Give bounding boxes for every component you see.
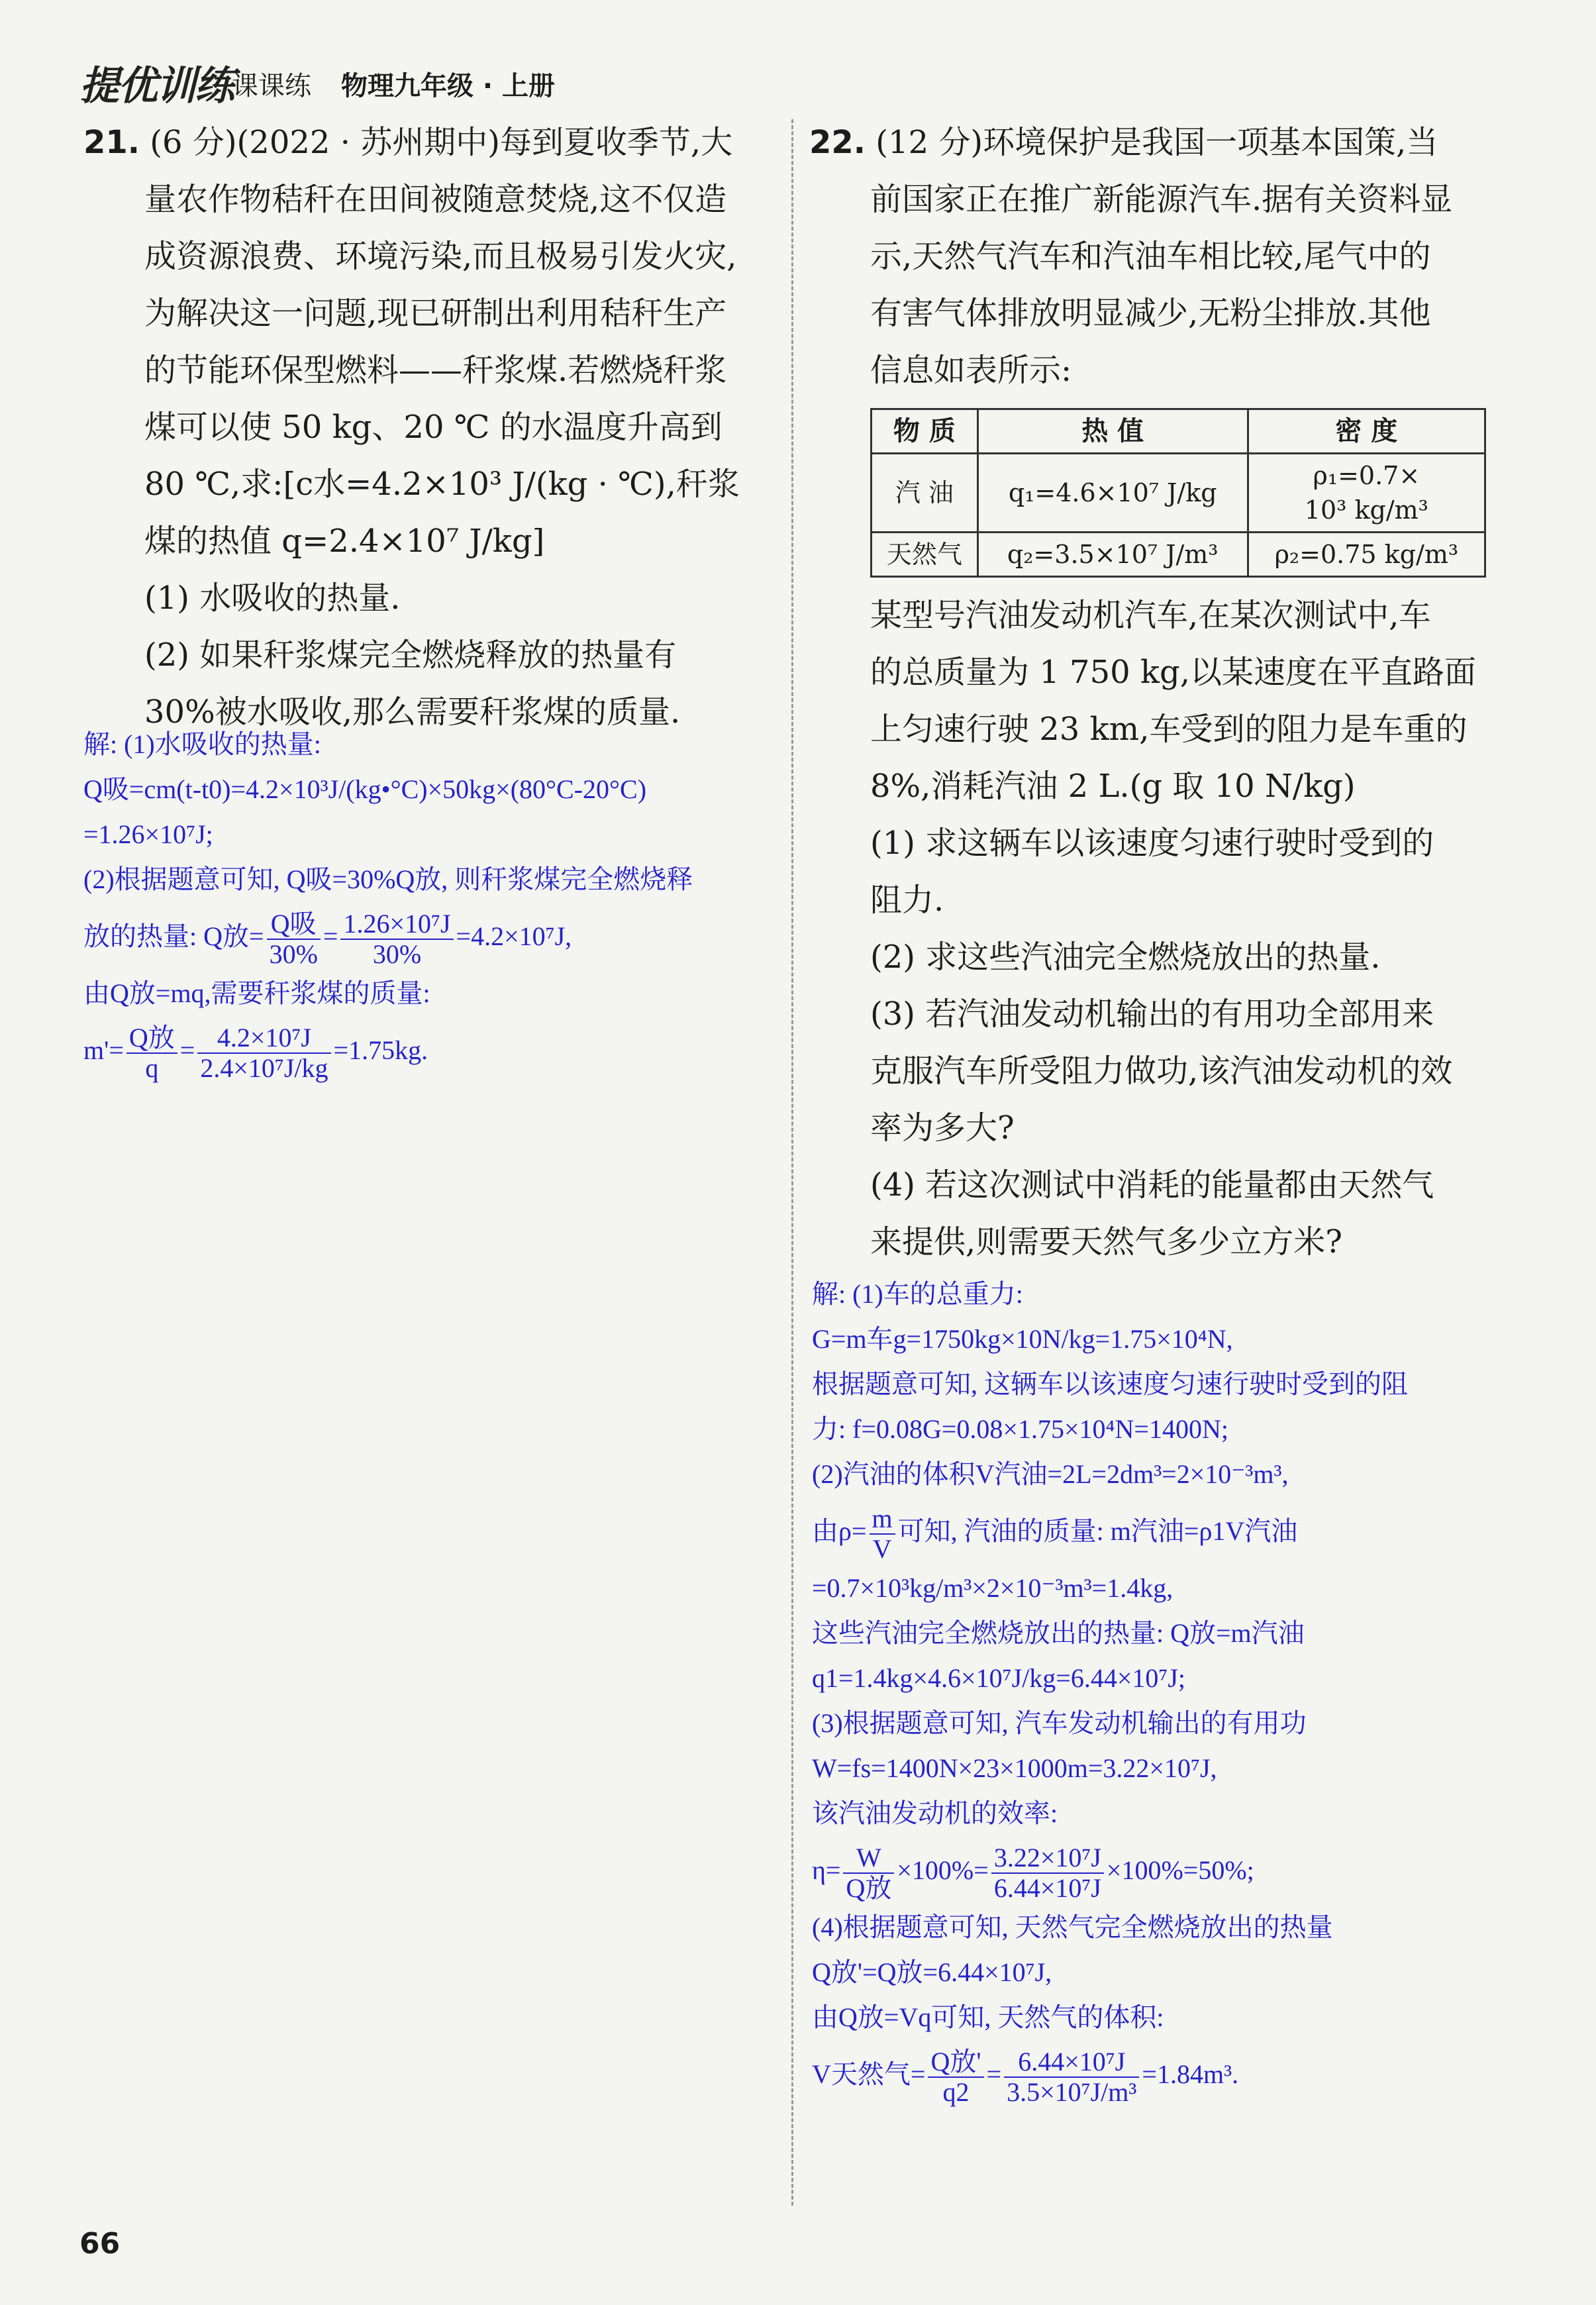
fraction-denominator: q2 [942, 2076, 970, 2107]
solution-text: =4.2×10⁷J, [456, 921, 572, 951]
solution-21 [83, 722, 785, 1085]
table-cell: 汽 油 [872, 454, 978, 533]
solution-line [83, 1016, 785, 1085]
question-line: 80 ℃,求:[c水=4.2×10³ J/(kg · ℃),秆浆 [144, 466, 740, 503]
solution-text: V天然气= [812, 2059, 926, 2089]
solution-text: 由ρ= [812, 1516, 867, 1546]
fraction-numerator: Q放 [126, 1023, 177, 1054]
solution-text: ×100%= [897, 1855, 989, 1885]
question-line: 煤可以使 50 kg、20 ℃ 的水温度升高到 [144, 409, 723, 446]
solution-line: 该汽油发动机的效率: [812, 1798, 1058, 1828]
fraction-denominator: 30% [372, 939, 422, 969]
solution-text: m'= [83, 1035, 124, 1065]
solution-text: = [986, 2059, 1002, 2089]
fraction-denominator: 3.5×10⁷J/m³ [1007, 2076, 1137, 2107]
fraction [870, 1504, 895, 1564]
fraction [928, 2047, 983, 2107]
solution-line: =1.26×10⁷J; [83, 819, 213, 849]
solution-text: = [179, 1035, 195, 1065]
table-row [872, 533, 1485, 577]
table-header-row [872, 409, 1485, 454]
fraction-numerator: 1.26×10⁷J [340, 909, 453, 940]
solution-line: 由Q放=Vq可知, 天然气的体积: [812, 2002, 1164, 2032]
column-divider [791, 119, 793, 2206]
solution-line: (3)根据题意可知, 汽车发动机输出的有用功 [812, 1708, 1307, 1738]
solution-line: 由Q放=mq,需要秆浆煤的质量: [83, 978, 430, 1008]
question-part-3: (3) 若汽油发动机输出的有用功全部用来 [870, 996, 1434, 1033]
question-line: 上匀速行驶 23 km,车受到的阻力是车重的 [870, 711, 1468, 748]
solution-line: (2)根据题意可知, Q吸=30%Q放, 则秆浆煤完全燃烧释 [83, 864, 693, 894]
fraction [843, 1843, 894, 1903]
solution-line [812, 2040, 1514, 2109]
solution-line: 这些汽油完全燃烧放出的热量: Q放=m汽油 [812, 1618, 1305, 1648]
question-part-2: (2) 求这些汽油完全燃烧放出的热量. [870, 939, 1381, 976]
fraction-denominator: q [145, 1052, 159, 1083]
question-part-1-cont: 阻力. [870, 882, 944, 919]
solution-line: (4)根据题意可知, 天然气完全燃烧放出的热量 [812, 1912, 1333, 1942]
brand-logo: 提优训练 [79, 63, 233, 109]
solution-text: =1.84m³. [1142, 2059, 1239, 2089]
properties-table [870, 408, 1486, 578]
solution-text: = [323, 921, 338, 951]
solution-line: q1=1.4kg×4.6×10⁷J/kg=6.44×10⁷J; [812, 1663, 1186, 1693]
fraction [126, 1023, 177, 1083]
question-line: (6 分)(2022 · 苏州期中)每到夏收季节,大 [150, 124, 733, 161]
fraction-numerator: 6.44×10⁷J [1004, 2047, 1139, 2078]
fraction-numerator: m [870, 1504, 895, 1535]
question-line: 信息如表所示: [870, 352, 1072, 389]
solution-line: 解: (1)车的总重力: [812, 1279, 1023, 1309]
question-22 [809, 114, 1494, 1270]
solution-line: 根据题意可知, 这辆车以该速度匀速行驶时受到的阻 [812, 1369, 1408, 1399]
table-cell: 天然气 [872, 533, 978, 577]
question-line: 8%,消耗汽油 2 L.(g 取 10 N/kg) [870, 768, 1356, 805]
solution-line: (2)汽油的体积V汽油=2L=2dm³=2×10⁻³m³, [812, 1459, 1289, 1489]
question-number: 22. [809, 124, 866, 161]
question-line: 为解决这一问题,现已研制出利用秸秆生产 [144, 295, 727, 332]
table-cell: q₁=4.6×10⁷ J/kg [977, 454, 1248, 533]
question-part-1: (1) 求这辆车以该速度匀速行驶时受到的 [870, 825, 1434, 862]
question-part-1: (1) 水吸收的热量. [144, 580, 401, 617]
fraction-denominator: 2.4×10⁷J/kg [200, 1052, 328, 1083]
question-line: 前国家正在推广新能源汽车.据有关资料显 [870, 181, 1453, 218]
fraction [340, 909, 453, 969]
fraction-numerator: Q放' [928, 2047, 983, 2078]
fraction [197, 1023, 330, 1083]
fraction-denominator: 30% [269, 939, 318, 969]
solution-text: η= [812, 1855, 841, 1885]
solution-line [83, 902, 785, 971]
fraction [991, 1843, 1104, 1903]
book-title: 物理九年级 · 上册 [341, 71, 556, 101]
question-part-4: (4) 若这次测试中消耗的能量都由天然气 [870, 1166, 1434, 1204]
solution-text: ×100%=50%; [1106, 1855, 1254, 1885]
question-part-2-cont: 30%被水吸收,那么需要秆浆煤的质量. [144, 693, 681, 731]
question-number: 21. [83, 124, 140, 161]
fraction [1004, 2047, 1139, 2107]
fraction-numerator: 3.22×10⁷J [991, 1843, 1104, 1874]
question-line: 量农作物秸秆在田间被随意焚烧,这不仅造 [144, 181, 727, 218]
question-line: 成资源浪费、环境污染,而且极易引发火灾, [144, 238, 737, 275]
solution-line: W=fs=1400N×23×1000m=3.22×10⁷J, [812, 1753, 1217, 1783]
solution-text: =1.75kg. [333, 1035, 428, 1065]
question-part-4-cont: 来提供,则需要天然气多少立方米? [870, 1223, 1342, 1260]
solution-line: Q放'=Q放=6.44×10⁷J, [812, 1957, 1052, 1987]
table-cell [1248, 454, 1485, 533]
solution-line: Q吸=cm(t-t0)=4.2×10³J/(kg•°C)×50kg×(80°C-20°C) [83, 774, 647, 804]
fraction-numerator: Q吸 [267, 909, 321, 940]
question-line: 有害气体排放明显减少,无粉尘排放.其他 [870, 295, 1431, 332]
question-part-3-cont: 率为多大? [870, 1109, 1015, 1147]
question-line: 某型号汽油发动机汽车,在某次测试中,车 [870, 597, 1431, 634]
question-line: 的总质量为 1 750 kg,以某速度在平直路面 [870, 654, 1477, 691]
fraction [267, 909, 321, 969]
fraction-denominator: Q放 [846, 1872, 892, 1903]
table-row [872, 454, 1485, 533]
table-header-cell: 热 值 [977, 409, 1248, 454]
table-header-cell: 物 质 [872, 409, 978, 454]
solution-text: 放的热量: Q放= [83, 921, 264, 951]
solution-line: G=m车g=1750kg×10N/kg=1.75×10⁴N, [812, 1324, 1233, 1354]
question-part-3-cont: 克服汽车所受阻力做功,该汽油发动机的效 [870, 1052, 1453, 1090]
solution-line: 力: f=0.08G=0.08×1.75×10⁴N=1400N; [812, 1414, 1228, 1444]
solution-22 [812, 1272, 1514, 2109]
fraction-numerator: W [843, 1843, 894, 1874]
table-cell-line: ρ₁=0.7× [1313, 461, 1421, 490]
question-line: 煤的热值 q=2.4×10⁷ J/kg] [144, 523, 545, 560]
solution-line [812, 1497, 1514, 1566]
table-cell-line: 10³ kg/m³ [1304, 495, 1428, 525]
question-line: (12 分)环境保护是我国一项基本国策,当 [875, 124, 1438, 161]
fraction-denominator: 6.44×10⁷J [993, 1872, 1101, 1903]
table-cell: q₂=3.5×10⁷ J/m³ [977, 533, 1248, 577]
question-line: 的节能环保型燃料——秆浆煤.若燃烧秆浆 [144, 352, 727, 389]
solution-text: 可知, 汽油的质量: m汽油=ρ1V汽油 [897, 1516, 1298, 1546]
question-21 [83, 114, 772, 741]
fraction-numerator: 4.2×10⁷J [197, 1023, 330, 1054]
solution-line [812, 1836, 1514, 1905]
page-number: 66 [79, 2227, 121, 2261]
solution-line: =0.7×10³kg/m³×2×10⁻³m³=1.4kg, [812, 1573, 1173, 1603]
question-part-2: (2) 如果秆浆煤完全燃烧释放的热量有 [144, 637, 677, 674]
fraction-denominator: V [872, 1533, 892, 1564]
table-header-cell: 密 度 [1248, 409, 1485, 454]
question-line: 示,天然气汽车和汽油车相比较,尾气中的 [870, 238, 1431, 275]
series-label: 课课练 [232, 71, 311, 101]
solution-line: 解: (1)水吸收的热量: [83, 729, 321, 759]
table-cell: ρ₂=0.75 kg/m³ [1248, 533, 1485, 577]
